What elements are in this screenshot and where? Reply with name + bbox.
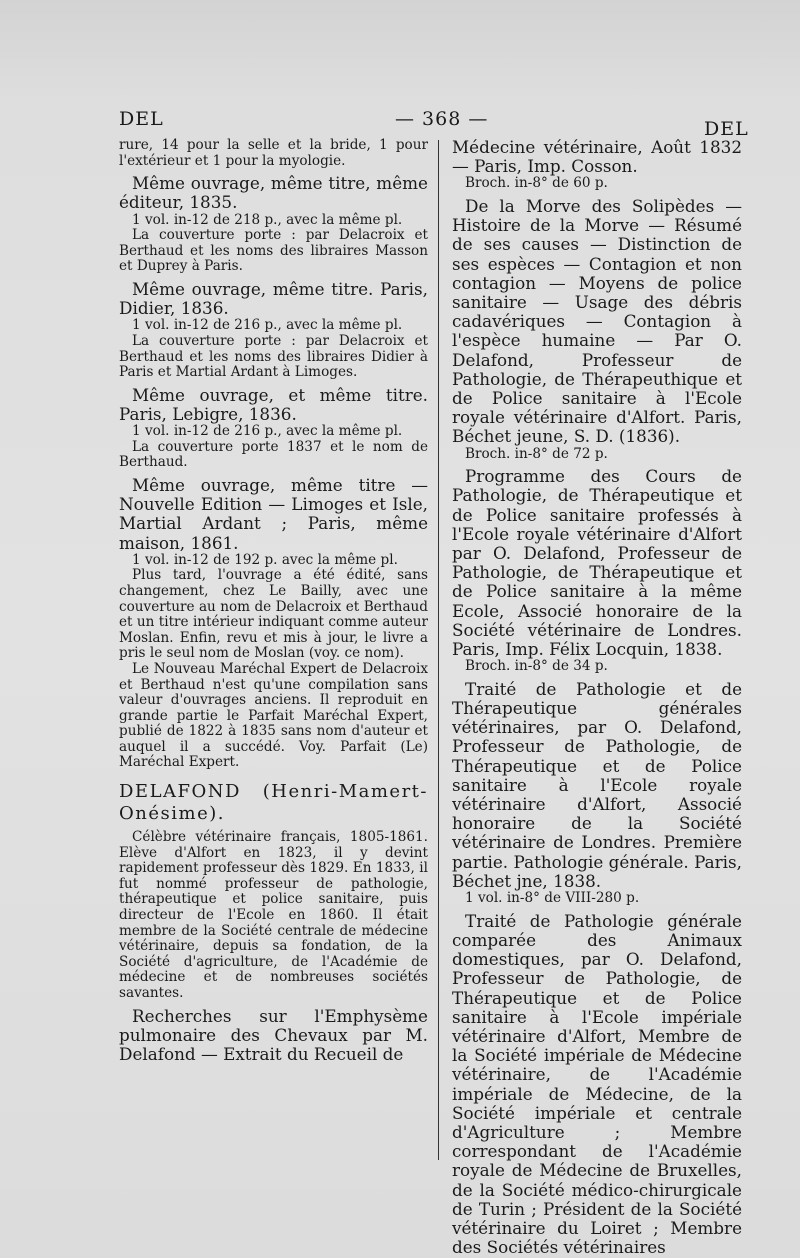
paragraph: Traité de Pathologie générale comparée des Animaux domestiques, par O. Delafond, Professeur de Pathologie, de Thérapeutique et de Police sanitaire à l'Ecole impériale vétérinaire d'Alfort, Membre de la Société impériale de Médecine vétérinaire, de l'Académie impériale de Médecine, de la Société impériale et centrale d'Agriculture ; Membre correspondant de l'Académie royale de Médecine de Bruxelles, de la Société médico-chirurgicale de Turin ; Président de la Société vétérinaire du Loiret ; Membre des Sociétés vétérinaires (452, 910, 742, 1258)
paragraph: Traité de Pathologie et de Thérapeutique générales vétérinaires, par O. Delafond, Professeur de Pathologie, de Thérapeutique et de Police sanitaire à l'Ecole royale vétérinaire d'Alfort, Associé honoraire de la Société vétérinaire de Londres. Première partie. Pathologie générale. Paris, Béchet jne, 1838. (452, 678, 742, 891)
paragraph: De la Morve des Solipèdes — Histoire de la Morve — Résumé de ses causes — Distinction de ses espèces — Contagion et non contagion — Moyens de police sanitaire — Usage des débris cadavériques — Contagion à l'espèce humaine — Par O. Delafond, Professeur de Pathologie, de Thérapeuthique et de Police sanitaire à l'Ecole royale vétérinaire d'Alfort. Paris, Béchet jeune, S. D. (1836). (452, 196, 742, 447)
paragraph: Médecine vétérinaire, Août 1832 — Paris, Imp. Cosson. (452, 137, 742, 177)
paragraph: 1 vol. in-12 de 216 p., avec la même pl. (132, 317, 403, 334)
paragraph: Broch. in-8° de 72 p. (465, 445, 608, 462)
paragraph: Célèbre vétérinaire français, 1805-1861. Elève d'Alfort en 1823, il y devint rapidement professeur dès 1829. En 1833, il fut nommé professeur de pathologie, thérapeutique et police sanitaire, puis directeur de l'Ecole en 1860. Il était membre de la Société centrale de médecine vétérinaire, depuis sa fondation, de la Société d'agriculture, de l'Académie de médecine et de nombreuses sociétés savantes. (119, 829, 428, 1001)
paragraph: Broch. in-8° de 34 p. (465, 658, 608, 675)
running-head-right: DEL (704, 118, 749, 140)
paragraph: Broch. in-8° de 60 p. (465, 175, 608, 192)
running-head-left: DEL (119, 108, 164, 130)
paragraph: Même ouvrage, et même titre. Paris, Lebigre, 1836. (119, 384, 428, 424)
paragraph: La couverture porte : par Delacroix et Berthaud et les noms des libraires Didier à Paris et Martial Ardant à Limoges. (119, 332, 428, 381)
column-divider (438, 140, 439, 1160)
paragraph: La couverture porte : par Delacroix et Berthaud et les noms des libraires Masson et Duprey à Paris. (119, 227, 428, 275)
paragraph: 1 vol. in-8° de VIII-280 p. (465, 890, 640, 907)
left-column (119, 138, 428, 1064)
paragraph: Plus tard, l'ouvrage a été édité, sans changement, chez Le Bailly, avec une couverture au nom de Delacroix et Berthaud et un titre intérieur indiquant comme auteur Moslan. Enfin, revu et mis à jour, le livre a pris le seul nom de Moslan (voy. ce nom). (119, 567, 428, 662)
paragraph: Même ouvrage, même titre — Nouvelle Edition — Limoges et Isle, Martial Ardant ; Paris, même maison, 1861. (119, 474, 428, 553)
paragraph: Le Nouveau Maréchal Expert de Delacroix et Berthaud n'est qu'une compilation sans valeur d'ouvrages anciens. Il reproduit en grande partie le Parfait Maréchal Expert, publié de 1822 à 1835 sans nom d'auteur et auquel il a succédé. Voy. Parfait (Le) Maréchal Expert. (119, 660, 428, 771)
paragraph: 1 vol. in-12 de 216 p., avec la même pl. (132, 423, 403, 440)
paragraph: 1 vol. in-12 de 192 p. avec la même pl. (132, 551, 398, 568)
paragraph: 1 vol. in-12 de 218 p., avec la même pl. (132, 211, 403, 228)
page-number: — 368 — (395, 108, 489, 130)
paragraph: Même ouvrage, même titre. Paris, Didier, 1836. (119, 278, 428, 319)
paragraph: Programme des Cours de Pathologie, de Thérapeutique et de Police sanitaire professés à l'Ecole royale vétérinaire d'Alfort par O. Delafond, Professeur de Pathologie, de Thérapeutique et de Police sanitaire à la même Ecole, Associé honoraire de la Société vétérinaire de Londres. Paris, Imp. Félix Locquin, 1838. (452, 466, 742, 660)
right-column (452, 138, 742, 1257)
paragraph: Recherches sur l'Emphysème pulmonaire des Chevaux par M. Delafond — Extrait du Recueil de (119, 1005, 428, 1064)
paragraph: La couverture porte 1837 et le nom de Berthaud. (119, 438, 428, 471)
paragraph: rure, 14 pour la selle et la bride, 1 pour l'extérieur et 1 pour la myologie. (119, 137, 428, 169)
paragraph: Même ouvrage, même titre, même éditeur, 1835. (119, 173, 428, 213)
paragraph: DELAFOND (Henri-Mamert-Onésime). (119, 781, 428, 825)
